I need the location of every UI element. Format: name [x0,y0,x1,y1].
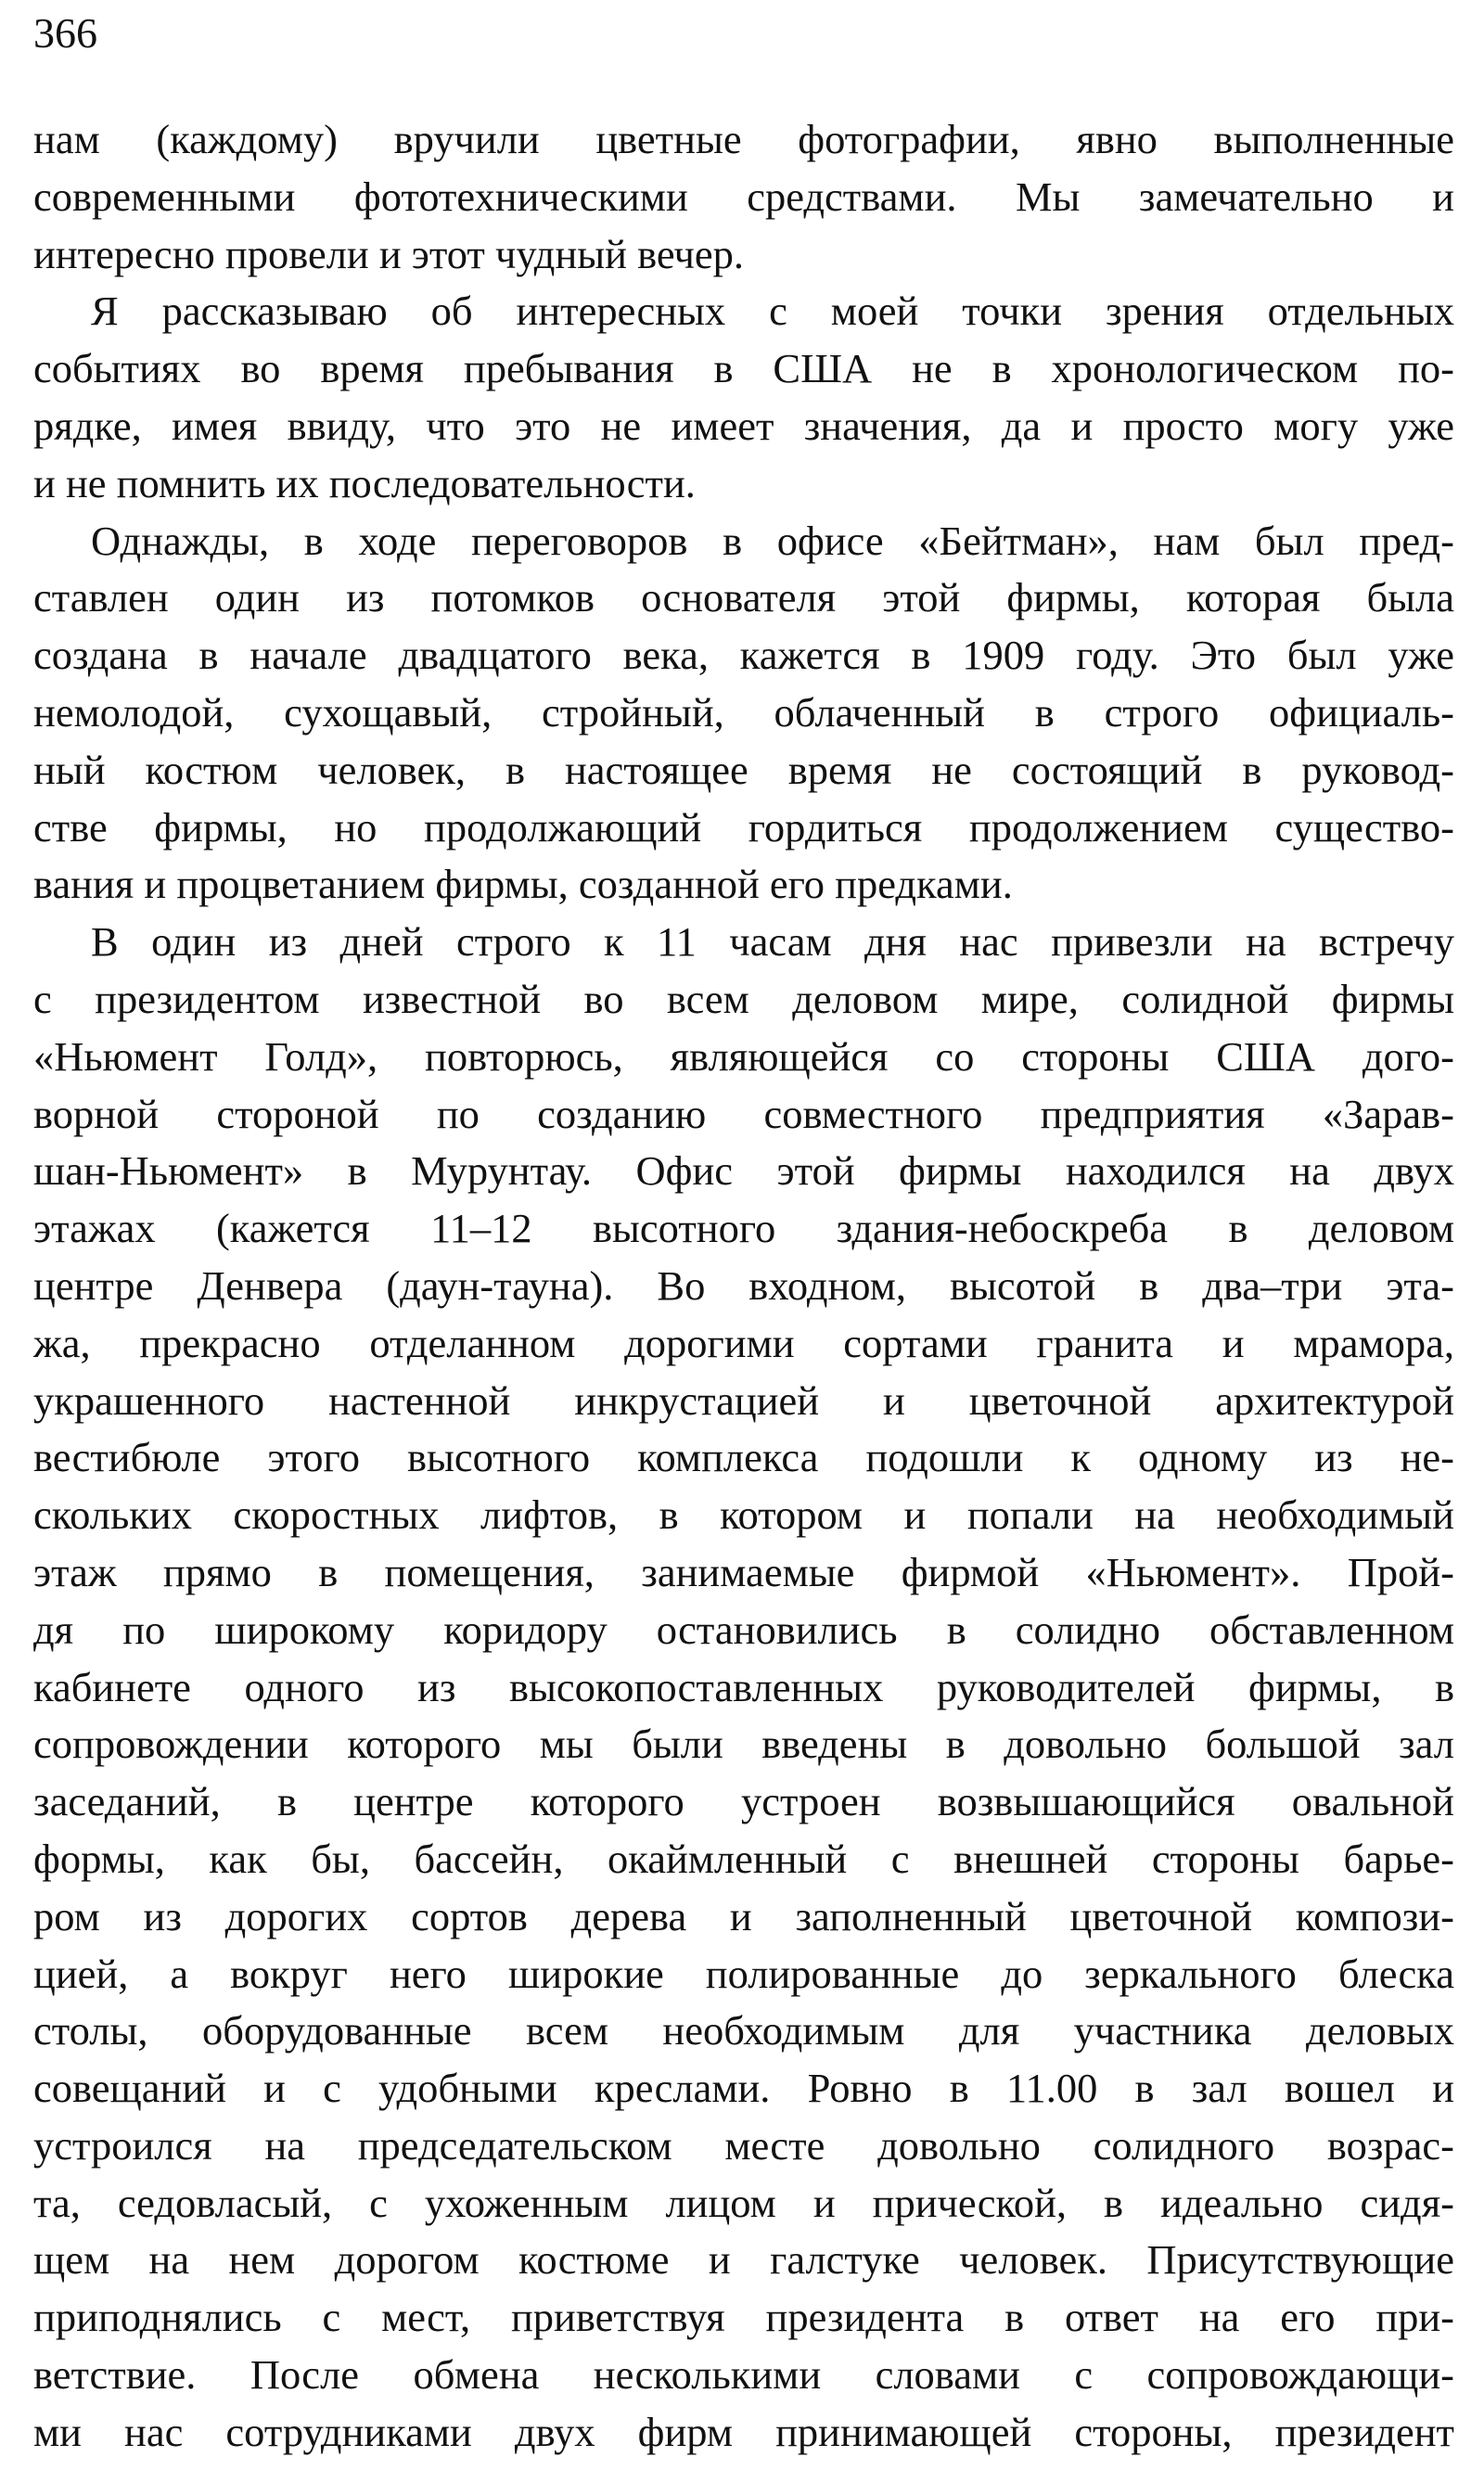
text-line: стве фирмы, но продолжающий гордиться продолжением существо- [33,803,1454,851]
text-line: щем на нем дорогом костюме и галстуке человек. Присутствующие [33,2236,1454,2284]
text-line: кабинете одного из высокопоставленных руководителей фирмы, в [33,1663,1454,1710]
text-line: ворной стороной по созданию совместного предприятия «Зарав- [33,1090,1454,1137]
text-line: столы, оборудованные всем необходимым для участника деловых [33,2007,1454,2054]
text-line: сопровождении которого мы были введены в довольно большой зал [33,1721,1454,1768]
text-line: жа, прекрасно отделанном дорогими сортами гранита и мрамора, [33,1319,1454,1366]
text-line: и не помнить их последовательности. [33,459,696,506]
text-line: нам (каждому) вручили цветные фотографии, явно выполненные [33,116,1454,162]
text-line: дя по широкому коридору остановились в солидно обставленном [33,1606,1454,1653]
text-line: ми нас сотрудниками двух фирм принимающей стороны, президент [33,2408,1454,2455]
text-line: украшенного настенной инкрустацией и цветочной архитектурой [33,1376,1454,1424]
text-line: приподнялись с мест, приветствуя президента в ответ на его при- [33,2294,1454,2341]
text-line: В один из дней строго к 11 часам дня нас привезли на встречу [91,918,1454,966]
text-line: создана в начале двадцатого века, кажется в 1909 году. Это был уже [33,632,1454,679]
text-line: заседаний, в центре которого устроен возвышающийся овальной [33,1778,1454,1825]
text-line: центре Денвера (даун-тауна). Во входном, высотой в два–три эта- [33,1261,1454,1309]
text-line: Однажды, в ходе переговоров в офисе «Бейтман», нам был пред- [91,517,1454,564]
text-line: немолодой, сухощавый, стройный, облаченный в строго официаль- [33,688,1454,736]
text-line: цией, а вокруг него широкие полированные до зеркального блеска [33,1950,1454,1997]
text-line: «Ньюмент Голд», повторюсь, являющейся со стороны США дого- [33,1032,1454,1080]
text-line: событиях во время пребывания в США не в хронологическом по- [33,345,1454,392]
text-line: вания и процветанием фирмы, созданной его предками. [33,861,1013,908]
text-line: формы, как бы, бассейн, окаймленный с внешней стороны барье- [33,1835,1454,1882]
body-text [33,111,1454,2462]
text-line: интересно провели и этот чудный вечер. [33,230,744,277]
text-line: ром из дорогих сортов дерева и заполненный цветочной компози- [33,1892,1454,1939]
text-line: ный костюм человек, в настоящее время не состоящий в руковод- [33,746,1454,793]
text-line: рядке, имея ввиду, что это не имеет значения, да и просто могу уже [33,402,1454,449]
text-line: та, седовласый, с ухоженным лицом и прической, в идеально сидя- [33,2179,1454,2226]
text-line: этажах (кажется 11–12 высотного здания-небоскреба в деловом [33,1205,1454,1252]
text-line: шан-Ньюмент» в Мурунтау. Офис этой фирмы находился на двух [33,1147,1454,1195]
page-number: 366 [33,9,97,57]
text-line: вестибюле этого высотного комплекса подошли к одному из не- [33,1434,1454,1481]
text-line: ставлен один из потомков основателя этой фирмы, которая была [33,574,1454,621]
text-line: совещаний и с удобными креслами. Ровно в 11.00 в зал вошел и [33,2065,1454,2112]
text-line: современными фототехническими средствами. Мы замечательно и [33,173,1454,220]
text-line: с президентом известной во всем деловом мире, солидной фирмы [33,975,1454,1022]
text-line: Я рассказываю об интересных с моей точки зрения отдельных [91,288,1454,335]
text-line: устроился на председательском месте довольно солидного возрас- [33,2121,1454,2169]
text-line: скольких скоростных лифтов, в котором и попали на необходимый [33,1491,1454,1539]
text-line: этаж прямо в помещения, занимаемые фирмой «Ньюмент». Прой- [33,1548,1454,1595]
text-line: ветствие. После обмена несколькими словами с сопровождающи- [33,2351,1454,2399]
